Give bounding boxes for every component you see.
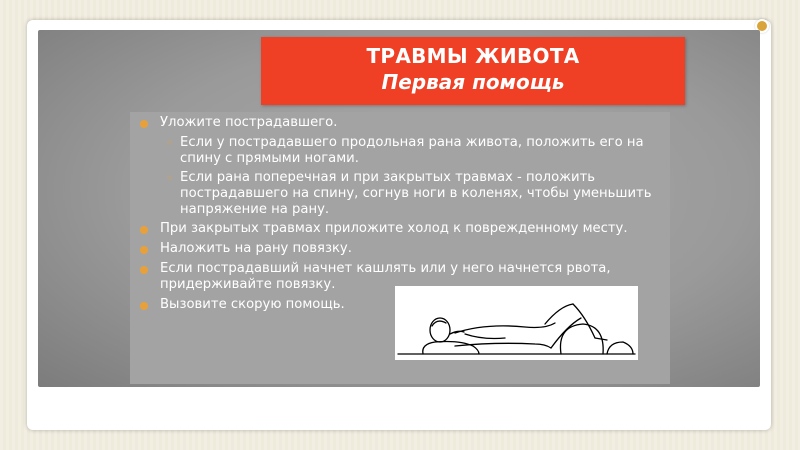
bullet-item bbox=[130, 241, 670, 257]
bullet-dot-icon bbox=[140, 226, 148, 234]
bullet-text: Если пострадавший начнет кашлять или у него начнется рвота, придерживайте повязку. bbox=[160, 261, 611, 292]
lying-person-bent-knees-icon bbox=[395, 286, 638, 360]
slide-subtitle: Первая помощь bbox=[381, 70, 565, 94]
sub-bullet-marker-icon: ◦ bbox=[166, 136, 174, 150]
bullet-item bbox=[130, 221, 670, 237]
sub-bullet-item bbox=[130, 170, 660, 218]
bullet-dot-icon bbox=[140, 120, 148, 128]
sub-bullet-text: Если рана поперечная и при закрытых травмах - положить пострадавшего на спину, согнув ноги в коленях, чтобы уменьшить напряжение на рану. bbox=[180, 170, 652, 217]
bullet-text: Вызовите скорую помощь. bbox=[160, 297, 345, 312]
sub-bullet-marker-icon: ◦ bbox=[166, 171, 174, 185]
title-box bbox=[261, 37, 685, 105]
sub-bullet-text: Если у пострадавшего продольная рана живота, положить его на спину с прямыми ногами. bbox=[180, 135, 644, 166]
bullet-dot-icon bbox=[140, 302, 148, 310]
bullet-text: Наложить на рану повязку. bbox=[160, 241, 352, 256]
lying-person-illustration bbox=[395, 286, 638, 360]
bullet-item bbox=[130, 115, 670, 131]
bullet-dot-icon bbox=[140, 266, 148, 274]
slide-title: ТРАВМЫ ЖИВОТА bbox=[366, 44, 580, 68]
bullet-dot-icon bbox=[140, 246, 148, 254]
bullet-text: Уложите пострадавшего. bbox=[160, 115, 338, 130]
bullet-text: При закрытых травмах приложите холод к поврежденному месту. bbox=[160, 221, 628, 236]
sub-bullet-item bbox=[130, 135, 660, 167]
